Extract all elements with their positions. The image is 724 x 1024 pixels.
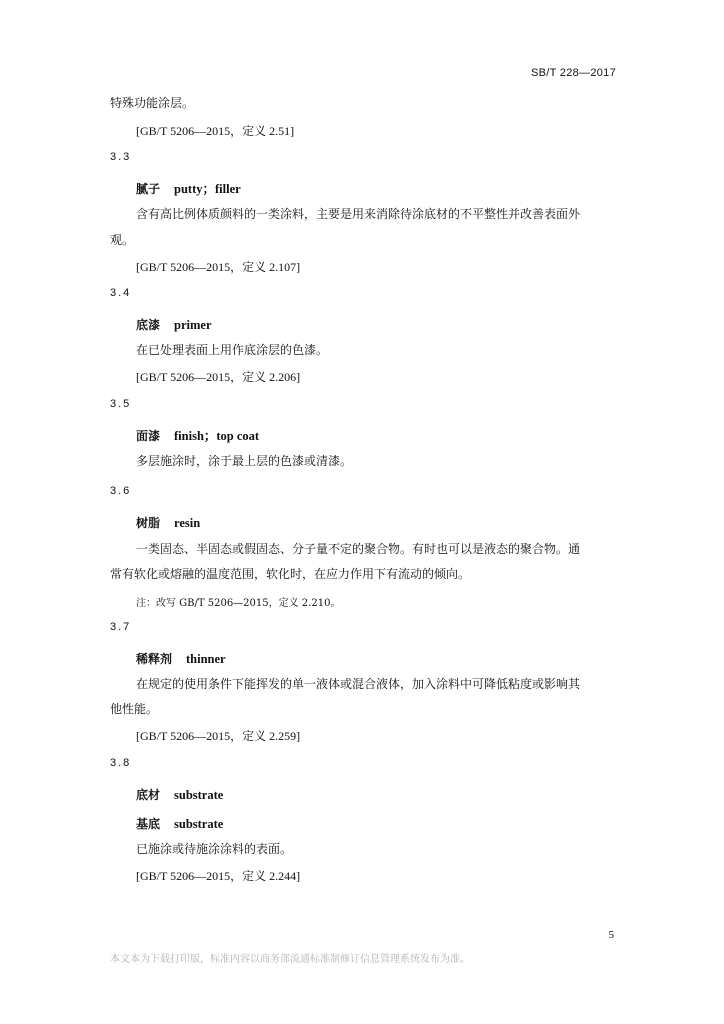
term-heading <box>136 178 241 197</box>
definition-text: 他性能。 <box>110 702 159 716</box>
definition-text: 观。 <box>110 233 135 247</box>
definition-text: 一类固态、半固态或假固态、分子量不定的聚合物。有时也可以是液态的聚合物。通 <box>136 542 581 556</box>
definition-text: 含有高比例体质颜料的一类涂料，主要是用来消除待涂底材的不平整性并改善表面外 <box>136 207 581 221</box>
term-chinese: 基底 <box>136 817 161 831</box>
standard-code: SB/T 228—2017 <box>530 67 616 79</box>
term-chinese: 面漆 <box>136 429 161 443</box>
definition-text: 已施涂或待施涂涂料的表面。 <box>136 842 293 856</box>
term-chinese: 树脂 <box>136 516 161 530</box>
term-heading <box>136 648 226 667</box>
reference: [GB/T 5206—2015，定义 2.51] <box>136 124 295 138</box>
note-text: 注：改写 GB/T 5206—2015，定义 2.210。 <box>136 598 341 609</box>
definition-text: 在已处理表面上用作底涂层的色漆。 <box>136 343 329 357</box>
clause-number: 3.8 <box>110 757 132 769</box>
reference: [GB/T 5206—2015，定义 2.244] <box>136 869 301 883</box>
term-heading <box>136 512 200 531</box>
term-chinese: 底材 <box>136 788 161 802</box>
term-english: primer <box>174 318 212 332</box>
clause-number: 3.7 <box>110 621 132 633</box>
continuation-text: 特殊功能涂层。 <box>110 96 195 110</box>
definition-text: 常有软化或熔融的温度范围，软化时，在应力作用下有流动的倾向。 <box>110 567 471 581</box>
clause-number: 3.5 <box>110 398 132 410</box>
page-number: 5 <box>608 929 614 941</box>
clause-number: 3.4 <box>110 287 132 299</box>
term-english: putty；filler <box>174 182 241 196</box>
reference: [GB/T 5206—2015，定义 2.206] <box>136 370 301 384</box>
term-english: resin <box>174 516 201 530</box>
footer-notice: 本文本为下载打印版，标准内容以商务部流通标准制修订信息管理系统发布为准。 <box>110 954 470 965</box>
reference: [GB/T 5206—2015，定义 2.107] <box>136 260 301 274</box>
term-heading <box>136 314 212 333</box>
term-heading <box>136 813 223 832</box>
definition-text: 在规定的使用条件下能挥发的单一液体或混合液体，加入涂料中可降低粘度或影响其 <box>136 677 581 691</box>
term-chinese: 稀释剂 <box>136 652 173 666</box>
clause-number: 3.6 <box>110 485 132 497</box>
clause-number: 3.3 <box>110 151 132 163</box>
term-english: substrate <box>174 788 224 802</box>
term-heading <box>136 784 223 803</box>
term-chinese: 底漆 <box>136 318 161 332</box>
reference: [GB/T 5206—2015，定义 2.259] <box>136 729 301 743</box>
term-chinese: 腻子 <box>136 182 161 196</box>
term-english: substrate <box>174 817 224 831</box>
term-english: finish；top coat <box>174 429 260 443</box>
term-heading <box>136 425 259 444</box>
definition-text: 多层施涂时，涂于最上层的色漆或清漆。 <box>136 454 353 468</box>
term-english: thinner <box>186 652 226 666</box>
